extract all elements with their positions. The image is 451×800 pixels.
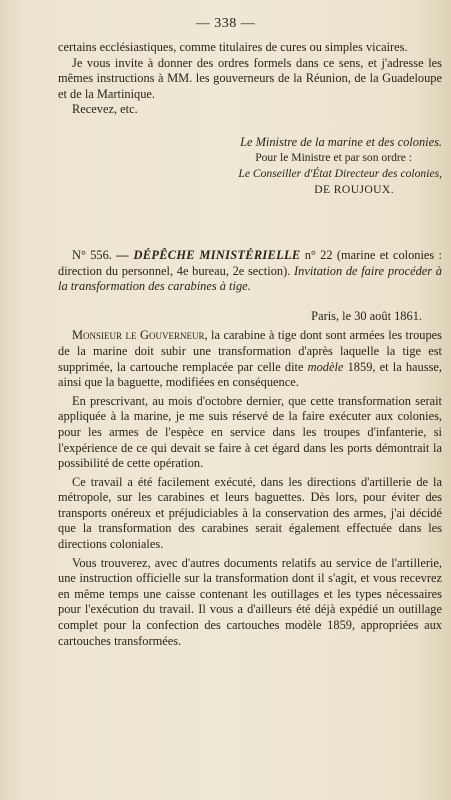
despatch-subject: Invitation de faire procéder à la transformation des carabines à tige. — [58, 263, 443, 294]
signature-block — [58, 134, 442, 198]
body-paragraph-1 — [58, 328, 442, 390]
page-number: — 338 — — [195, 16, 256, 31]
signature-councillor: Le Conseiller d'État Directeur des colonies, — [238, 166, 442, 180]
body-paragraph-4: Vous trouverez, avec d'autres documents relatifs au service de l'artillerie, une instruction officielle sur la transformation dont il s'agit, et vous recevrez en même temps une caisse contenant les outillages et les types nécessaires pour l'exécution du travail. Il vous a d'ailleurs été déjà expédié un outillage complet pour la confection des cartouches modèle 1859, appropriées aux cartouches transformées. — [58, 555, 442, 648]
continued-paragraph-1: certains ecclésiastiques, comme titulaires de cures ou simples vicaires. — [58, 40, 408, 54]
signature-minister: Le Ministre de la marine et des colonies. — [240, 134, 442, 149]
salutation: Monsieur le Gouverneur, — [72, 328, 208, 343]
signature-name: DE ROUJOUX. — [314, 182, 394, 196]
continued-paragraph-2: Je vous invite à donner des ordres formels dans ce sens, et j'adresse les mêmes instructions à MM. les gouverneurs de la Réunion, de la Guadeloupe et de la Martinique. — [58, 55, 442, 101]
body-paragraph-3: Ce travail a été facilement exécuté, dans les directions d'artillerie de la métropole, sur les carabines et leurs baguettes. Dès lors, pour éviter des transports onéreux et préjudiciables à la conservation des armes, j'ai décidé que la transformation des carabines serait également effectuée dans les directions coloniales. — [58, 474, 442, 552]
despatch-title: — DÉPÊCHE MINISTÉRIELLE — [116, 247, 301, 262]
closing-formula: Recevez, etc. — [72, 102, 138, 117]
model-word: modèle — [307, 359, 344, 374]
signature-order: Pour le Ministre et par son ordre : — [255, 150, 412, 164]
paragraph-1-text: la carabine à tige dont sont armées les troupes de la marine doit subir une transformation d'après laquelle la tige est supprimée, la cartouche remplacée par celle dite — [58, 328, 442, 374]
despatch-heading — [58, 248, 442, 295]
paragraph-1-end: 1859, et la hausse, ainsi que la baguette, modifiées en conséquence. — [58, 359, 442, 390]
despatch-number: N° 556. — [72, 247, 112, 262]
despatch-date: Paris, le 30 août 1861. — [311, 308, 422, 323]
page-content — [58, 40, 442, 649]
despatch-description: n° 22 (marine et colonies : direction du personnel, 4e bureau, 2e section). — [58, 247, 442, 278]
body-paragraph-2: En prescrivant, au mois d'octobre dernier, que cette transformation serait appliquée à la marine, je me suis réservé de la faire exécuter aux colonies, pour les armes de l'espèce en service dans les troupes d'infanterie, si l'expérience de ce qui devait se faire à cet égard dans les ports démontrait la possibilité de cette opération. — [58, 393, 442, 471]
